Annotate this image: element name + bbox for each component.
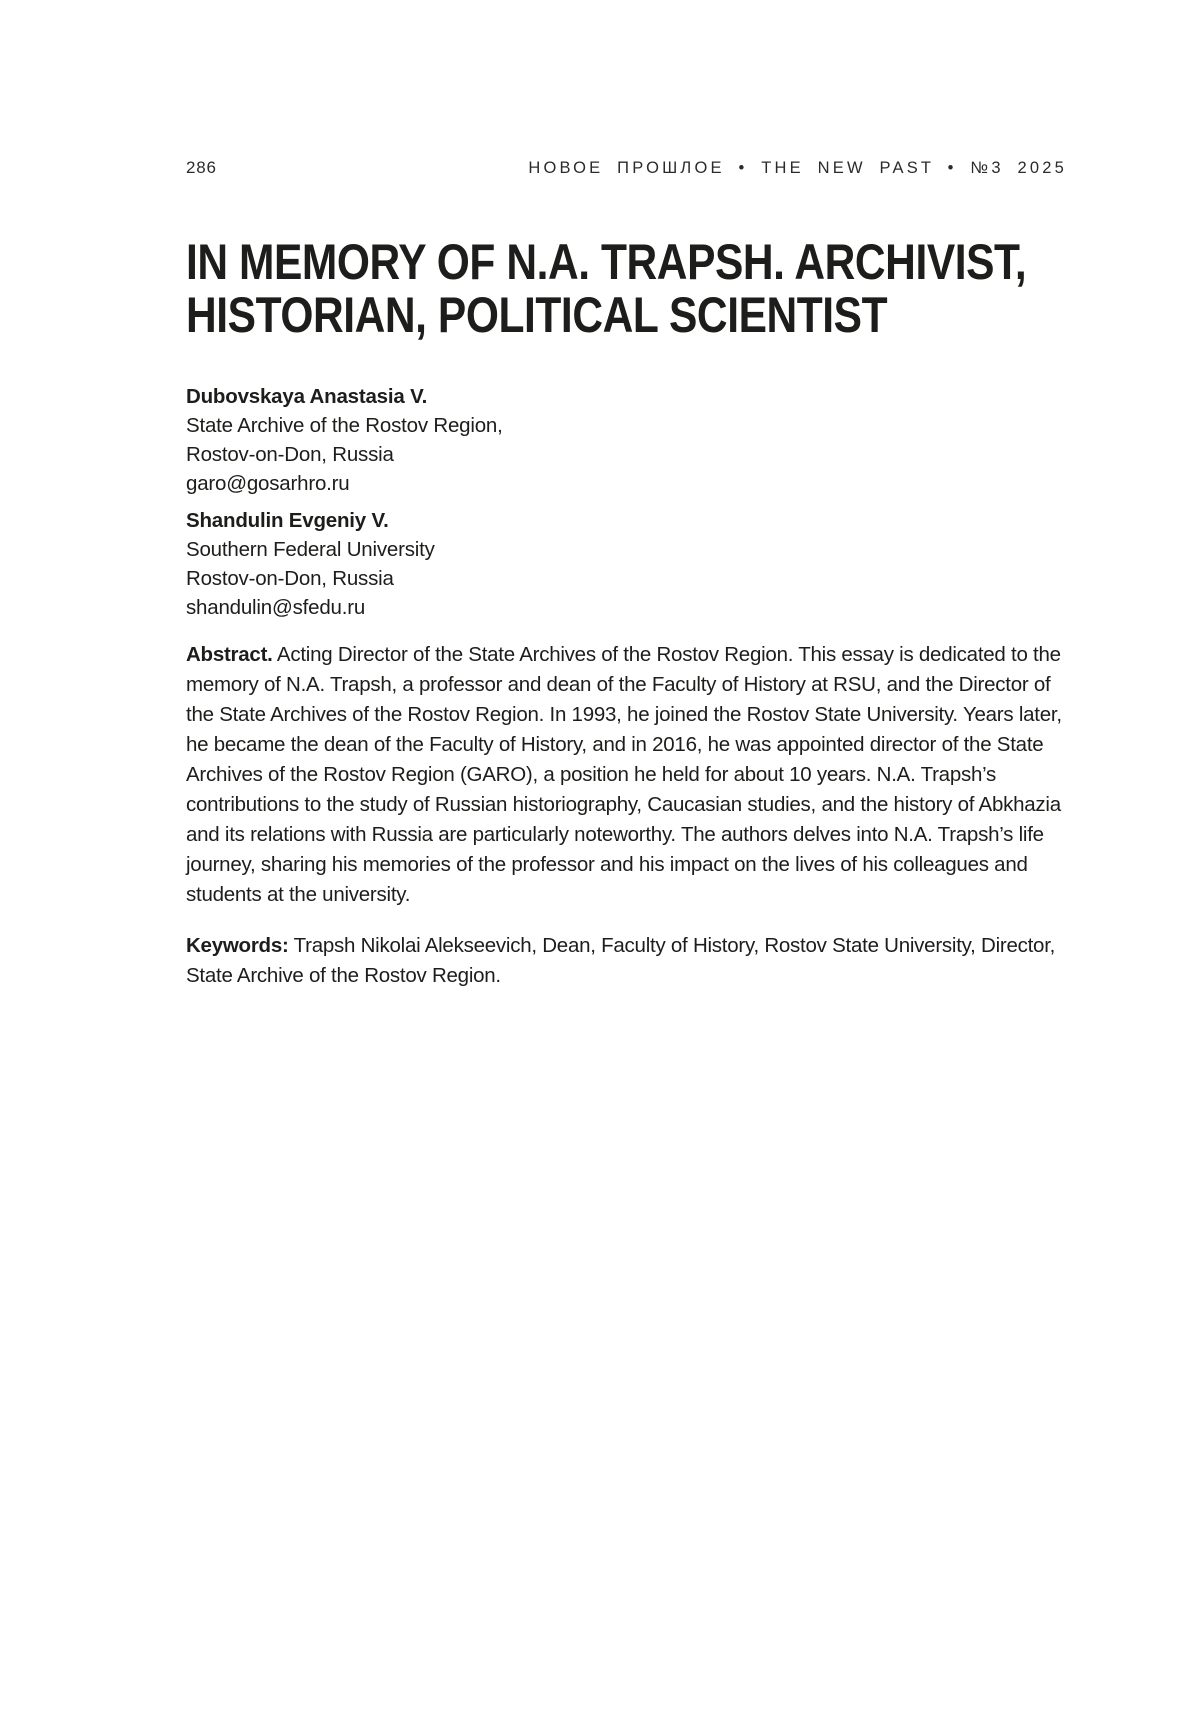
article-title [186, 234, 1027, 343]
author-email: shandulin@sfedu.ru [186, 596, 366, 619]
journal-header: НОВОЕ ПРОШЛОЕ • THE NEW PAST • №3 2025 [528, 159, 1067, 177]
abstract-text: Acting Director of the State Archives of the Rostov Region. This essay is dedicated to the memory of N.A. Trapsh, a professor and dean of the Faculty of History at RSU, and the Director of the State Archives of the Rostov Region. In 1993, he joined the Rostov State University. Years later, he became the dean of the Faculty of History, and in 2016, he was appointed director of the State Archives of the Rostov Region (GARO), a position he held for about 10 years. N.A. Trapsh’s contributions to the study of Russian historiography, Caucasian studies, and the history of Abkhazia and its relations with Russia are particularly noteworthy. The authors delves into N.A. Trapsh’s life journey, sharing his memories of the professor and his impact on the lives of his colleagues and students at the university. [186, 643, 1062, 906]
author-email: garo@gosarhro.ru [186, 472, 350, 495]
article-title-line-1: IN MEMORY OF N.A. TRAPSH. ARCHIVIST, [186, 234, 1027, 290]
article-title-line-2: HISTORIAN, POLITICAL SCIENTIST [186, 287, 888, 343]
author-affiliation: Southern Federal University [186, 538, 435, 561]
author-name: Dubovskaya Anastasia V. [186, 385, 428, 408]
author-name: Shandulin Evgeniy V. [186, 509, 389, 532]
author-city: Rostov-on-Don, Russia [186, 567, 394, 590]
article-content [186, 0, 1070, 1011]
abstract-label: Abstract. [186, 643, 273, 666]
author-city: Rostov-on-Don, Russia [186, 443, 394, 466]
author-block [186, 382, 1070, 498]
authors-section [186, 382, 1070, 622]
keywords-text: Trapsh Nikolai Alekseevich, Dean, Faculty of History, Rostov State University, Director, State Archive of the Rostov Region. [186, 933, 1056, 987]
keywords-label: Keywords: [186, 933, 289, 957]
author-affiliation: State Archive of the Rostov Region, [186, 414, 503, 437]
keywords-paragraph [186, 931, 1070, 991]
page-number: 286 [186, 158, 217, 177]
abstract-paragraph [186, 640, 1070, 910]
author-block [186, 506, 1070, 622]
